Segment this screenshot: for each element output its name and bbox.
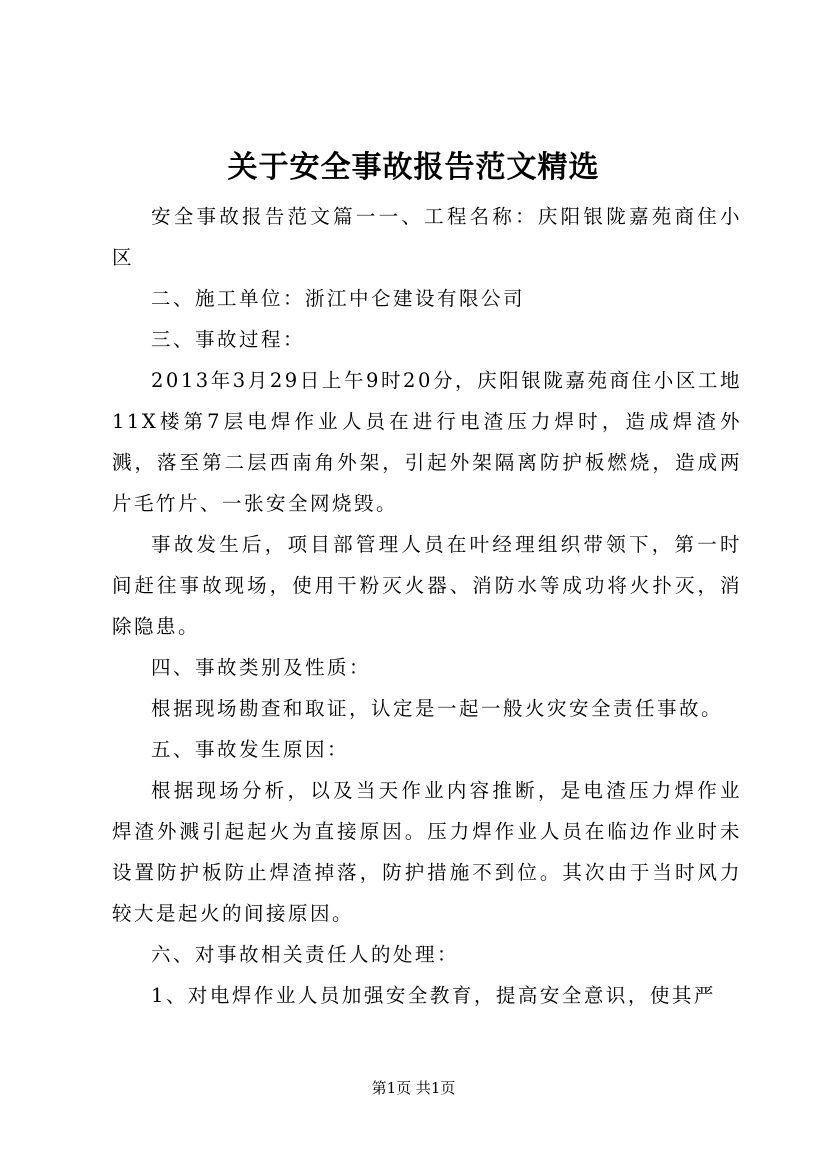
heading-accident-process: 三、事故过程：	[151, 328, 306, 351]
paragraph-construction-unit: 二、施工单位：浙江中仑建设有限公司	[151, 287, 526, 310]
paragraph-accident-category: 根据现场勘查和取证，认定是一起一般火灾安全责任事故。	[151, 697, 724, 720]
page-footer: 第1页 共1页	[371, 1079, 456, 1097]
paragraph-accident-details: 2013年3月29日上午9时20分，庆阳银陇嘉苑商住小区工地11X楼第7层电焊作业人员在进行电渣压力焊时，造成焊渣外溅，落至第二层西南角外架，引起外架隔离防护板燃烧，造成两片毛竹片、一张安全网烧毁。	[112, 369, 742, 515]
paragraph-project-name: 安全事故报告范文篇一一、工程名称：庆阳银陇嘉苑商住小区	[112, 205, 742, 269]
document-title: 关于安全事故报告范文精选	[227, 150, 600, 185]
paragraph-response: 事故发生后，项目部管理人员在叶经理组织带领下，第一时间赶往事故现场，使用干粉灭火器、消防水等成功将火扑灭，消除隐患。	[112, 533, 742, 638]
document-body	[112, 196, 742, 1016]
paragraph-accident-cause: 根据现场分析，以及当天作业内容推断，是电渣压力焊作业焊渣外溅引起起火为直接原因。压力焊作业人员在临边作业时未设置防护板防止焊渣掉落，防护措施不到位。其次由于当时风力较大是起火的间接原因。	[112, 779, 742, 925]
paragraph-responsibility-1: 1、对电焊作业人员加强安全教育，提高安全意识，使其严	[151, 984, 716, 1007]
heading-accident-cause: 五、事故发生原因：	[151, 738, 350, 761]
heading-accident-category: 四、事故类别及性质：	[151, 656, 372, 679]
heading-responsibility: 六、对事故相关责任人的处理：	[151, 943, 460, 966]
